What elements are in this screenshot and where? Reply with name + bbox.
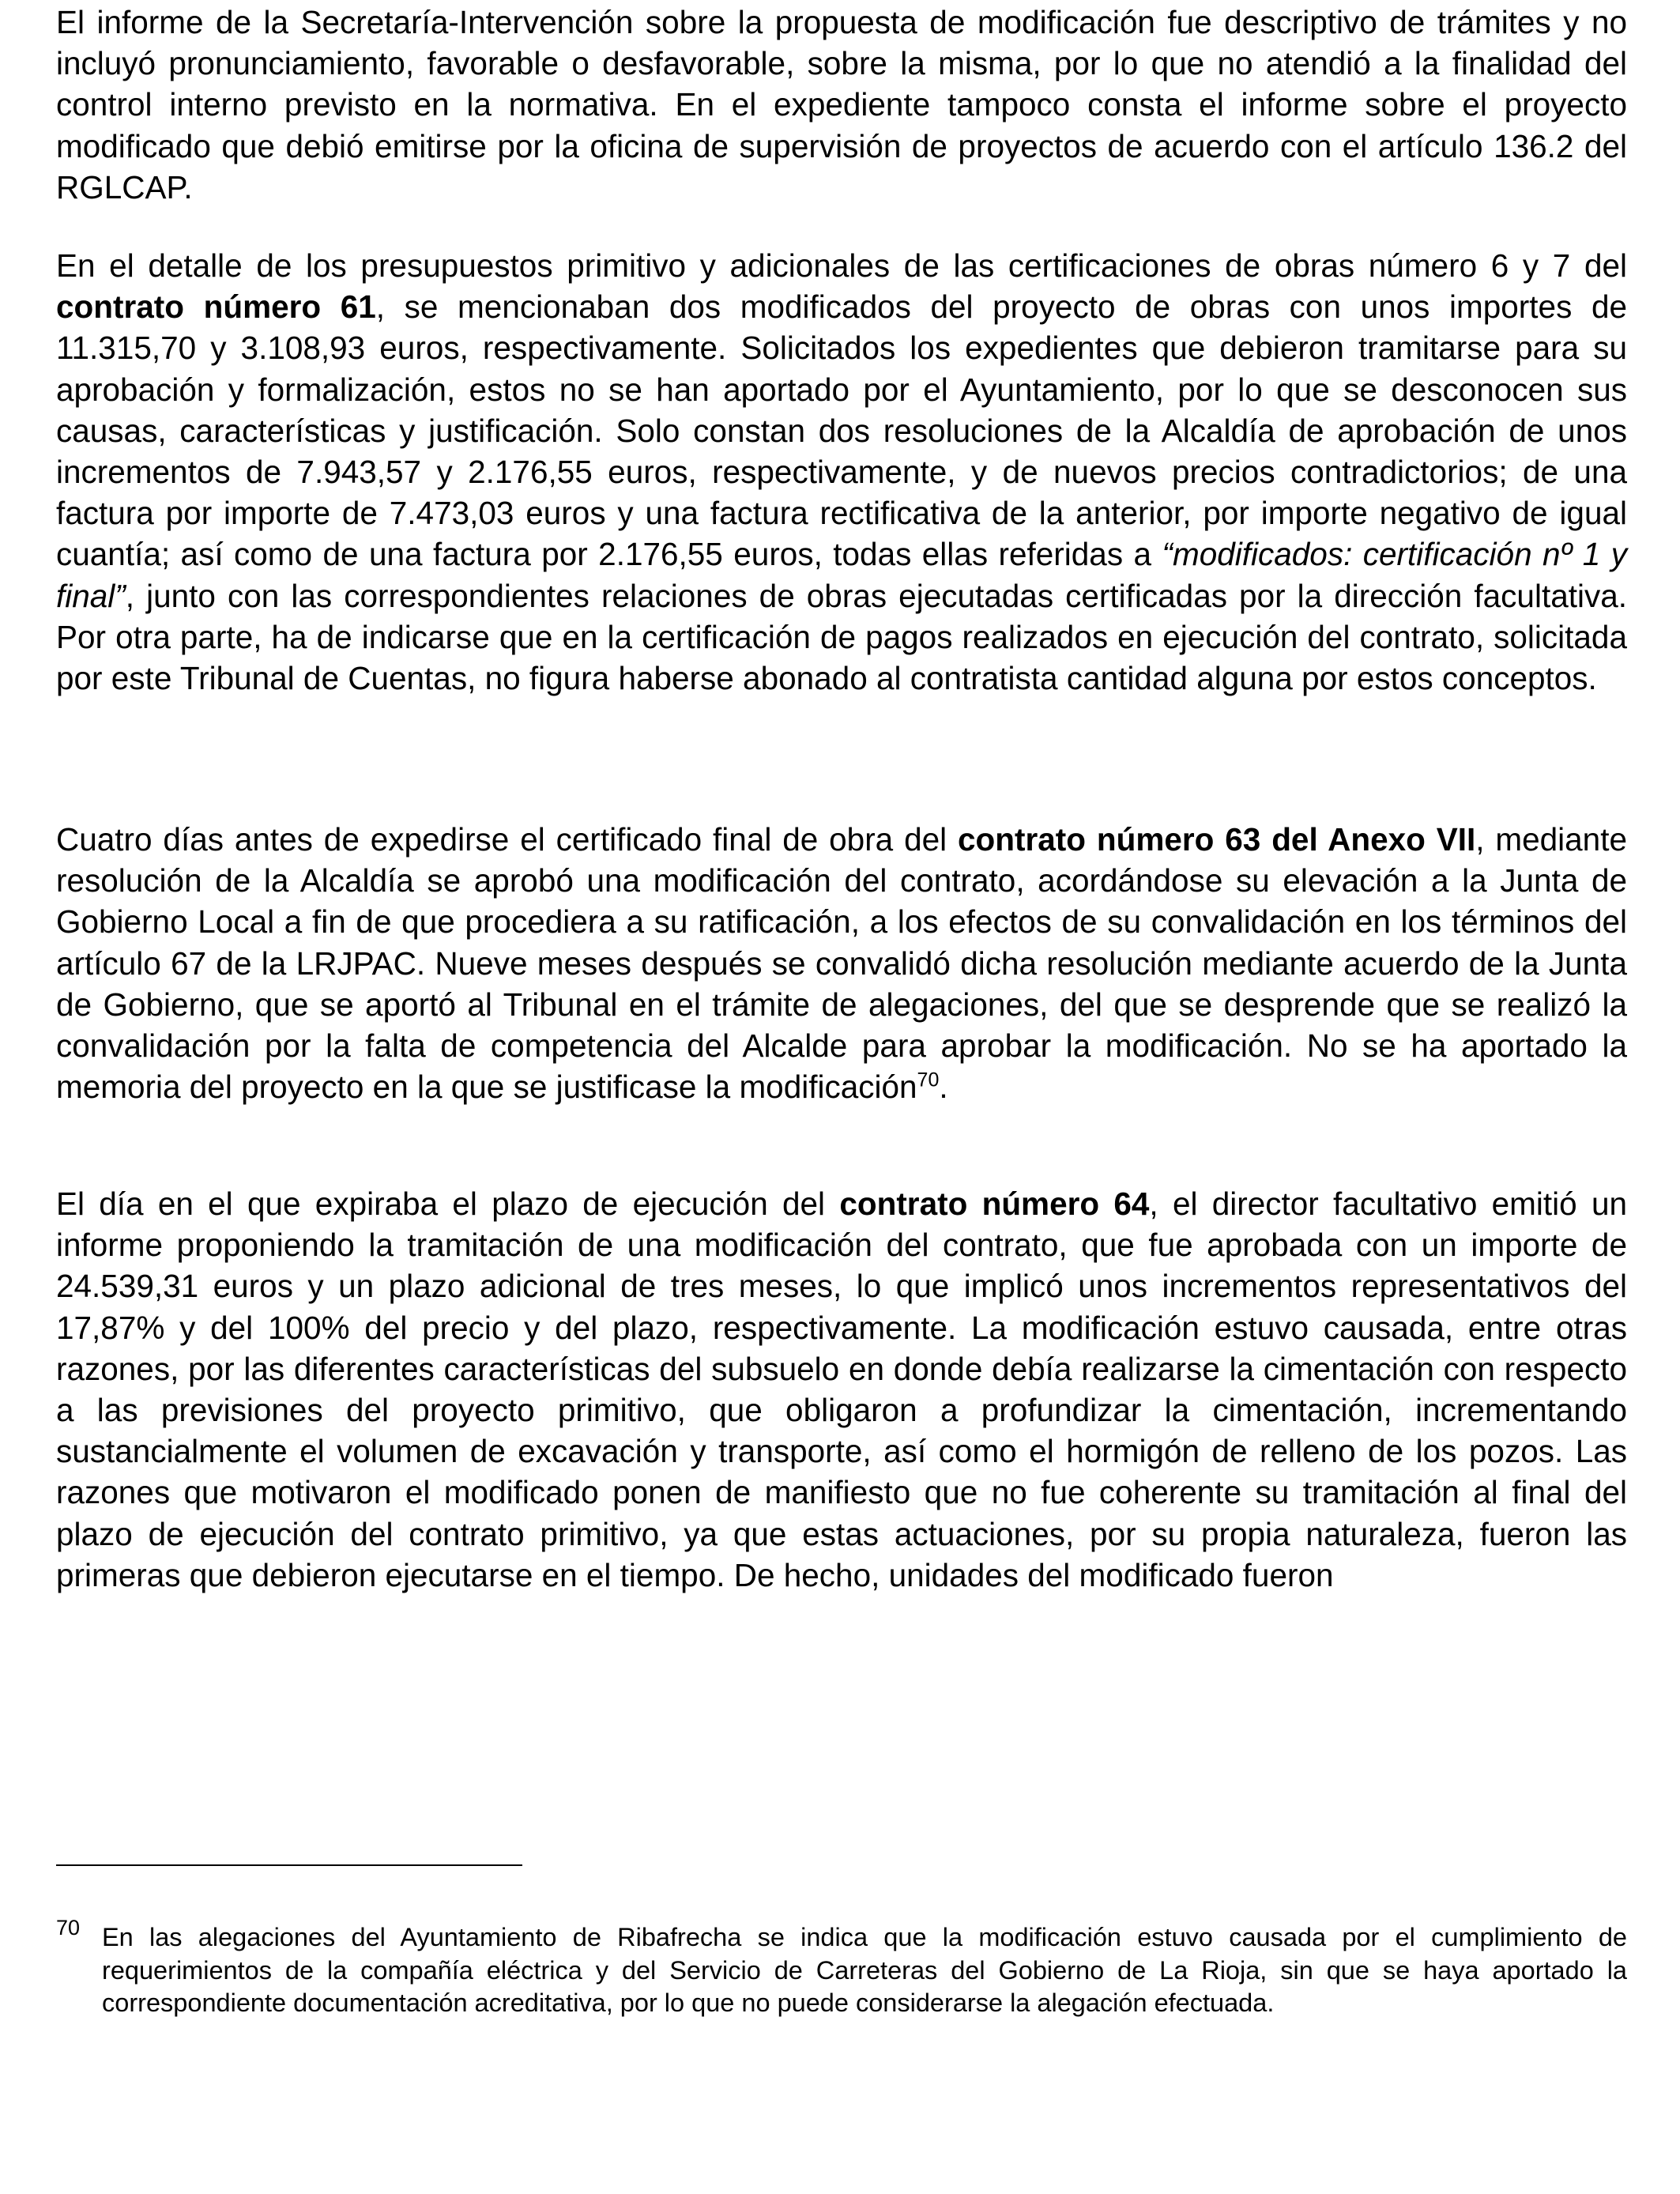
paragraph-secretaria-report: El informe de la Secretaría-Intervención sobre la propuesta de modificación fue descriptivo de trámites y no incluyó pronunciamiento, favorable o desfavorable, sobre la misma, por lo que no atendió a la finalidad del control interno previsto en la normativa. En el expediente tampoco consta el informe sobre el proyecto modificado que debió emitirse por la oficina de supervisión de proyectos de acuerdo con el artículo 136.2 del RGLCAP. [56,4,1627,205]
paragraph-text: . [939,1069,948,1106]
paragraph-contract-63 [56,819,1627,1107]
paragraph-contract-61 [56,245,1627,699]
contract-reference: contrato número 61 [56,288,376,326]
quoted-invoice-concept: “modificados: certificación nº 1 y final” [56,536,1627,614]
footnote-reference[interactable]: 70 [917,1069,940,1091]
paragraph-contract-64 [56,1183,1627,1596]
paragraph-text: , el director facultativo emitió un informe proponiendo la tramitación de una modificación del contrato, que fue aprobada con un importe de 24.539,31 euros y un plazo adicional de tres meses, lo que implicó unos incrementos representativos del 17,87% y del 100% del precio y del plazo, respectivamente. La modificación estuvo causada, entre otras razones, por las diferentes características del subsuelo en donde debía realizarse la cimentación con respecto a las previsiones del proyecto primitivo, que obligaron a profundizar la cimentación, incrementando sustancialmente el volumen de excavación y transporte, así como el hormigón de relleno de los pozos. Las razones que motivaron el modificado ponen de manifiesto que no fue coherente su tramitación al final del plazo de ejecución del contrato primitivo, ya que estas actuaciones, por su propia naturaleza, fueron las primeras que debieron ejecutarse en el tiempo. De hecho, unidades del modificado fueron [56,1186,1628,1593]
paragraph-text: , junto con las correspondientes relaciones de obras ejecutadas certificadas por la dirección facultativa. Por otra parte, ha de indicarse que en la certificación de pagos realizados en ejecución del contrato, solicitada por este Tribunal de Cuentas, no figura haberse abonado al contratista cantidad alguna por estos conceptos. [56,577,1627,697]
footnote-separator [56,1864,522,1866]
contract-reference: contrato número 64 [839,1186,1150,1222]
contract-reference: contrato número 63 del Anexo VII [958,821,1476,858]
paragraph-text: En el detalle de los presupuestos primitivo y adicionales de las certificaciones de obras número 6 y 7 del [56,247,1627,284]
paragraph-text: , mediante resolución de la Alcaldía se aprobó una modificación del contrato, acordándose su elevación a la Junta de Gobierno Local a fin de que procediera a su ratificación, a los efectos de su convalidación en los términos del artículo 67 de la LRJPAC. Nueve meses después se convalidó dicha resolución mediante acuerdo de la Junta de Gobierno, que se aportó al Tribunal en el trámite de alegaciones, del que se desprende que se realizó la convalidación por la falta de competencia del Alcalde para aprobar la modificación. No se ha aportado la memoria del proyecto en la que se justificase la modificación [56,821,1627,1106]
paragraph-text: Cuatro días antes de expedirse el certificado final de obra del [56,821,959,858]
paragraph-text: El día en el que expiraba el plazo de ejecución del [56,1186,840,1222]
footnote-text: En las alegaciones del Ayuntamiento de Ribafrecha se indica que la modificación estuvo causada por el cumplimiento de requerimientos de la compañía eléctrica y del Servicio de Carreteras del Gobierno de La Rioja, sin que se haya aportado la correspondiente documentación acreditativa, por lo que no puede considerarse la alegación efectuada. [102,1923,1627,2017]
footnote-number: 70 [56,1916,81,1940]
paragraph-text: , se mencionaban dos modificados del proyecto de obras con unos importes de 11.315,70 y 3.108,93 euros, respectivamente. Solicitados los expedientes que debieron tramitarse para su aprobación y formalización, estos no se han aportado por el Ayuntamiento, por lo que se desconocen sus causas, características y justificación. Solo constan dos resoluciones de la Alcaldía de aprobación de unos incrementos de 7.943,57 y 2.176,55 euros, respectivamente, y de nuevos precios contradictorios; de una factura por importe de 7.473,03 euros y una factura rectificativa de la anterior, por importe negativo de igual cuantía; así como de una factura por 2.176,55 euros, todas ellas referidas a [56,288,1627,573]
